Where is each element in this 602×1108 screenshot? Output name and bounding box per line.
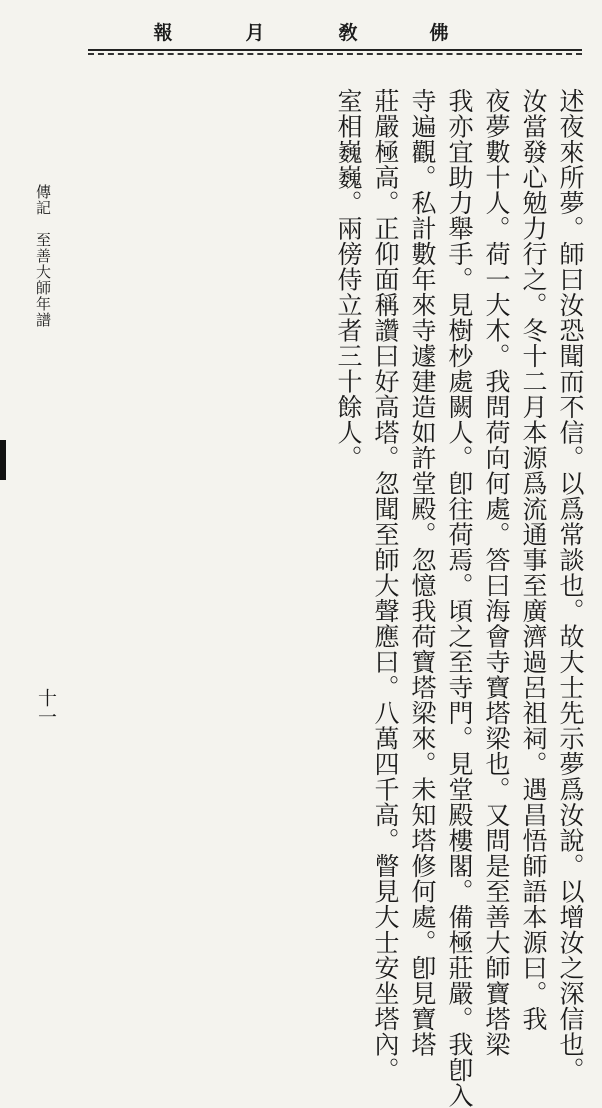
page-number: 十一	[35, 688, 57, 726]
margin-section-label: 傳記	[34, 184, 52, 216]
edge-mark	[0, 440, 6, 480]
margin-running-title: 至善大師年譜	[34, 232, 52, 328]
header-char: 敎	[338, 22, 358, 44]
text-column: 我亦宜助力舉手。見樹杪處闕人。卽往荷焉。頃之至寺門。見堂殿樓閣。備極莊嚴。我卽入	[445, 88, 474, 1108]
text-column: 莊嚴極高。正仰面稱讚曰好高塔。忽聞至師大聲應曰。八萬四千高。瞥見大士安坐塔內。	[371, 88, 400, 1083]
text-column: 寺遍觀。私計數年來寺遽建造如許堂殿。忽憶我荷寶塔梁來。未知塔修何處。卽見寶塔	[408, 88, 437, 1057]
text-column: 汝當發心勉力行之。冬十二月本源爲流通事至廣濟過呂祖祠。遇昌悟師語本源曰。我	[519, 88, 548, 1032]
header-char: 報	[153, 22, 173, 44]
header-char: 佛	[429, 22, 449, 44]
text-column: 室相巍巍。兩傍侍立者三十餘人。	[334, 88, 363, 471]
header-char: 月	[245, 22, 265, 44]
header-rule-dashed	[88, 53, 582, 55]
body-text	[290, 88, 585, 1108]
header-rule	[88, 49, 582, 51]
text-column: 述夜來所夢。師曰汝恐聞而不信。以爲常談也。故大士先示夢爲汝說。以增汝之深信也。	[556, 88, 585, 1083]
text-column: 夜夢數十人。荷一大木。我問荷向何處。答曰海會寺寶塔梁也。又問是至善大師寶塔梁	[482, 88, 511, 1057]
